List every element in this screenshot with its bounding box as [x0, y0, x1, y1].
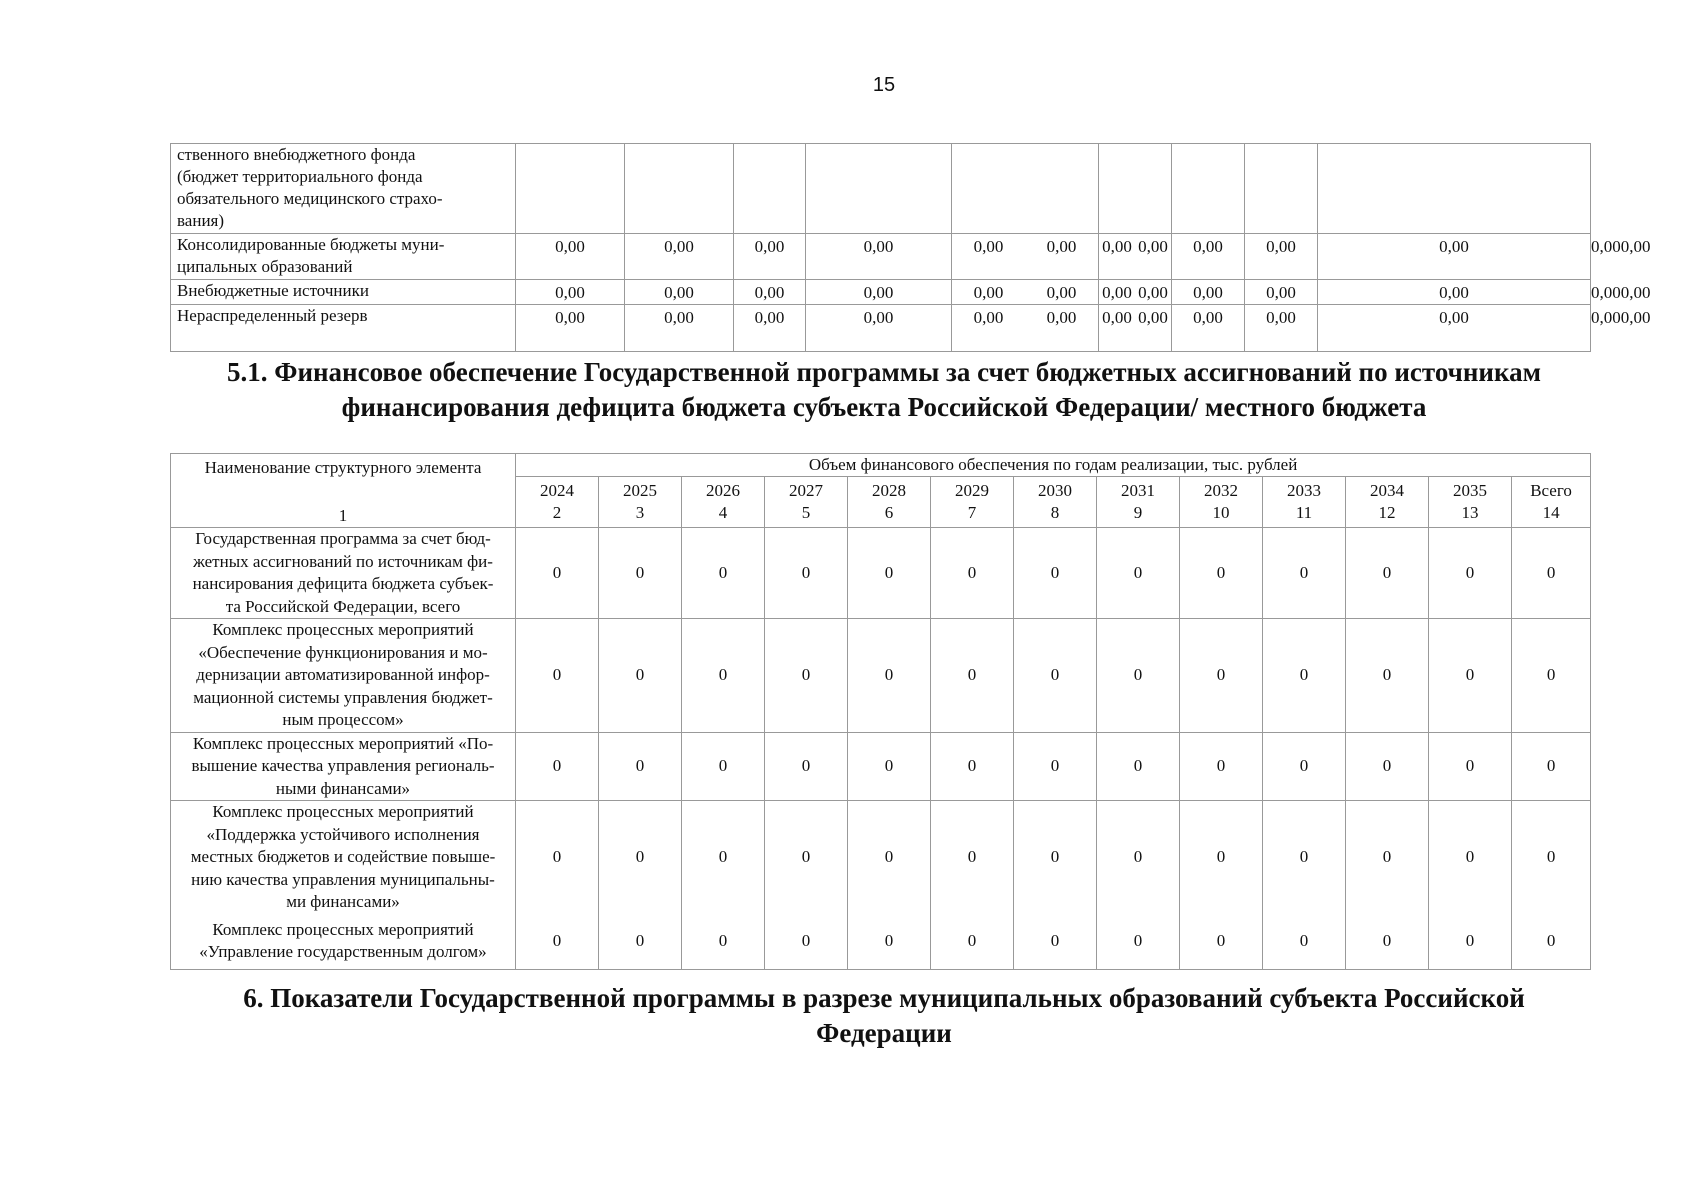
table2-value-cell: 0	[1512, 914, 1591, 970]
table1-row-name-line: ципальных образований	[177, 257, 353, 276]
table2-value-cell: 0	[848, 619, 931, 733]
table1-value-cell	[734, 305, 806, 352]
table1-value-cell	[734, 280, 806, 305]
table1-value: 0,00	[973, 283, 1004, 302]
table2-header-year-num: 11	[1295, 503, 1313, 522]
table1-value-cell	[952, 234, 1099, 280]
table1-value-cell	[1245, 234, 1318, 280]
table2-header-year-label: 2033	[1287, 481, 1321, 500]
table2-value-cell: 0	[599, 528, 682, 619]
table2-header-year	[516, 477, 599, 528]
table2-value-cell: 0	[1346, 619, 1429, 733]
table2-value-cell: 0	[1097, 801, 1180, 914]
table2-value-cell: 0	[1429, 732, 1512, 801]
table1-value-cell	[1318, 280, 1591, 305]
table1-value: 0,00	[555, 237, 585, 256]
table2-value-cell: 0	[1346, 528, 1429, 619]
table1-row	[171, 144, 1591, 234]
table2-value-cell: 0	[1097, 732, 1180, 801]
table2-row-name-line: вышение качества управления региональ-	[191, 756, 495, 775]
table1-row-name-line: ственного внебюджетного фонда	[177, 145, 416, 164]
table1-value-cell	[952, 305, 1099, 352]
table2-value-cell: 0	[682, 619, 765, 733]
table2-header-year	[1346, 477, 1429, 528]
table1-value-cell	[1318, 144, 1591, 234]
table2-value-cell: 0	[1429, 914, 1512, 970]
table1-row-name	[171, 305, 516, 352]
table2-value-cell: 0	[1097, 619, 1180, 733]
table2-row-name-line: Комплекс процессных мероприятий	[212, 802, 474, 821]
table1-value: 0,00	[1193, 237, 1223, 256]
table1-value-cell	[1172, 280, 1245, 305]
table2-row-name-line: Комплекс процессных мероприятий	[212, 620, 474, 639]
table2-value-cell: 0	[1263, 914, 1346, 970]
section-5-1-title-line2: финансирования дефицита бюджета субъекта Российской Федерации/ местного бюджета	[341, 392, 1427, 422]
table1-value: 0,00	[973, 308, 1004, 327]
table1-value-cell	[952, 280, 1099, 305]
table1-value: 0,00	[1620, 283, 1651, 302]
table2-header-year-num: 5	[801, 503, 811, 522]
table2-value-cell: 0	[1180, 528, 1263, 619]
table1-value-cell	[1099, 144, 1172, 234]
table2-row-name-line: жетных ассигнований по источникам фи-	[193, 551, 493, 571]
table1-value: 0,00	[1193, 283, 1223, 302]
table1-value: 0,00	[1138, 283, 1168, 302]
table1-value: 0,00	[1193, 308, 1223, 327]
table2-value-cell: 0	[931, 732, 1014, 801]
table2-header-group: Объем финансового обеспечения по годам реализации, тыс. рублей	[516, 454, 1591, 477]
table2-value-cell: 0	[1014, 801, 1097, 914]
table2-value-cell: 0	[1263, 801, 1346, 914]
table2-row-name	[171, 528, 516, 619]
table2-header-year	[599, 477, 682, 528]
table2-value-cell: 0	[848, 528, 931, 619]
table1-value-cell	[1318, 305, 1591, 352]
table2-header-year-label: 2032	[1204, 481, 1238, 500]
table2-row-name	[171, 914, 516, 970]
table2-header-year-label: 2024	[540, 481, 574, 500]
deficit-financing-table	[170, 453, 1591, 970]
table2-header-year-label: 2031	[1121, 481, 1155, 500]
table1-value-cell	[806, 144, 952, 234]
table2-header-year-num: 14	[1542, 503, 1560, 522]
table2-header-year	[1097, 477, 1180, 528]
table2-value-cell: 0	[599, 619, 682, 733]
table1-value: 0,00	[555, 308, 585, 327]
table2-row-name-line: мационной системы управления бюджет-	[193, 687, 493, 707]
table1-value: 0,00	[754, 237, 785, 256]
table1-value-cell	[734, 234, 806, 280]
table1-value: 0,00	[1266, 283, 1296, 302]
table2-value-cell: 0	[1512, 801, 1591, 914]
table2-row-name-line: нию качества управления муниципальны-	[191, 869, 495, 889]
table2-value-cell: 0	[765, 801, 848, 914]
table2-value-cell: 0	[682, 914, 765, 970]
table2-row-name-line: «Управление государственным долгом»	[199, 942, 487, 962]
table2-value-cell: 0	[682, 801, 765, 914]
table2-header-year-label: 2026	[706, 481, 740, 500]
table1-value-cell	[516, 234, 625, 280]
table2-header-year-label: 2027	[789, 481, 823, 500]
table2-value-cell: 0	[1097, 914, 1180, 970]
table1-value: 0,00	[1138, 237, 1168, 256]
table2-row-name	[171, 732, 516, 801]
table1-value-cell	[516, 305, 625, 352]
table2-row-name-line: ными финансами»	[275, 778, 411, 798]
table1-row-name-line: Нераспределенный резерв	[177, 306, 368, 325]
table2-row-name-line: «Обеспечение функционирования и мо-	[198, 642, 488, 662]
table2-row	[171, 528, 1591, 619]
table2-header-year-num: 8	[1050, 503, 1060, 522]
table2-value-cell: 0	[1180, 619, 1263, 733]
table2-row-name-line: местных бюджетов и содействие повыше-	[190, 847, 496, 866]
table2-row	[171, 914, 1591, 970]
section-6-title-line2: Федерации	[816, 1018, 952, 1048]
table1-value: 0,00	[973, 237, 1004, 256]
table1-row-name-line: вания)	[177, 211, 225, 230]
table1-value-cell	[952, 144, 1099, 234]
table2-value-cell: 0	[1180, 914, 1263, 970]
table2-row	[171, 732, 1591, 801]
table2-value-cell: 0	[1346, 914, 1429, 970]
table1-row	[171, 305, 1591, 352]
table2-value-cell: 0	[1180, 732, 1263, 801]
table2-header-year-num: 13	[1461, 503, 1479, 522]
table2-value-cell: 0	[1097, 528, 1180, 619]
table1-row-name-line: обязательного медицинского страхо-	[177, 189, 443, 208]
table1-value-cell	[625, 305, 734, 352]
table2-value-cell: 0	[1346, 732, 1429, 801]
table2-row-name	[171, 619, 516, 733]
section-5-1-heading	[0, 355, 1698, 425]
table2-header-year	[1429, 477, 1512, 528]
table1-value: 0,00	[863, 237, 894, 256]
table1-value: 0,00	[1591, 283, 1621, 302]
table2-header-year	[1014, 477, 1097, 528]
table1-value: 0,00	[754, 308, 785, 327]
table1-value: 0,00	[1046, 308, 1077, 327]
table1-value: 0,00	[863, 308, 894, 327]
table1-value: 0,00	[1102, 283, 1132, 302]
table2-header-year	[1512, 477, 1591, 528]
table1-value: 0,00	[1102, 237, 1132, 256]
table2-value-cell: 0	[848, 914, 931, 970]
table2-value-cell: 0	[1429, 619, 1512, 733]
table2-row-name-line: та Российской Федерации, всего	[225, 596, 461, 616]
table2-header-name-num: 1	[338, 505, 348, 525]
table2-row-name-line: нансирования дефицита бюджета субъек-	[192, 574, 494, 593]
table2-value-cell: 0	[1180, 801, 1263, 914]
table2-header-name-label: Наименование структурного элемента	[204, 458, 482, 477]
table1-value: 0,00	[863, 283, 894, 302]
table2-row-name-line: Государственная программа за счет бюд-	[195, 529, 491, 548]
table1-row-name	[171, 280, 516, 305]
table1-value-cell	[1099, 280, 1172, 305]
table2-header-year	[1263, 477, 1346, 528]
table1-value-cell	[625, 280, 734, 305]
table1-value: 0,00	[664, 308, 694, 327]
table2-header-year-label: 2035	[1453, 481, 1487, 500]
table1-value-cell	[1172, 144, 1245, 234]
table2-value-cell: 0	[765, 619, 848, 733]
table2-header-year-label: 2029	[955, 481, 989, 500]
table2-value-cell: 0	[1263, 528, 1346, 619]
table2-value-cell: 0	[1429, 801, 1512, 914]
table2-header-year-label: 2034	[1370, 481, 1404, 500]
table2-value-cell: 0	[765, 732, 848, 801]
table2-header-year-label: 2030	[1038, 481, 1072, 500]
table2-value-cell: 0	[599, 801, 682, 914]
table1-value-cell	[1099, 234, 1172, 280]
table2-value-cell: 0	[1014, 619, 1097, 733]
table1-row	[171, 280, 1591, 305]
table1-value: 0,00	[1620, 237, 1651, 256]
table2-value-cell: 0	[1263, 619, 1346, 733]
table2-row-name-line: дернизации автоматизированной инфор-	[196, 665, 490, 684]
table2-value-cell: 0	[599, 914, 682, 970]
section-5-1-title-line1: 5.1. Финансовое обеспечение Государственной программы за счет бюджетных ассигнований по источникам	[227, 357, 1541, 387]
table2-value-cell: 0	[765, 528, 848, 619]
table1-value: 0,00	[664, 237, 694, 256]
page-number: 15	[872, 74, 896, 96]
table2-header-year	[931, 477, 1014, 528]
table2-row	[171, 619, 1591, 733]
table2-value-cell: 0	[1512, 528, 1591, 619]
table1-row-name-line: Внебюджетные источники	[177, 281, 369, 300]
table2-header-year-label: 2028	[872, 481, 906, 500]
table2-value-cell: 0	[765, 914, 848, 970]
table2-header-year-label: 2025	[623, 481, 657, 500]
financing-sources-table-continuation	[170, 143, 1651, 352]
table2-value-cell: 0	[931, 528, 1014, 619]
table1-value-cell	[1245, 144, 1318, 234]
table1-value-cell	[1245, 280, 1318, 305]
table1-value: 0,00	[555, 283, 585, 302]
table2-header-year-num: 7	[967, 503, 977, 522]
table2-value-cell: 0	[516, 801, 599, 914]
table2-header-year	[765, 477, 848, 528]
table1-value-cell	[625, 144, 734, 234]
table2-value-cell: 0	[1429, 528, 1512, 619]
table1-row-name	[171, 234, 516, 280]
table2-value-cell: 0	[1014, 914, 1097, 970]
table2-header-year	[1180, 477, 1263, 528]
table1-value: 0,00	[1439, 308, 1469, 327]
table1-value-cell	[625, 234, 734, 280]
table1-value-cell	[1172, 305, 1245, 352]
table1-value: 0,00	[1591, 237, 1621, 256]
table2-row-name-line: ми финансами»	[286, 892, 400, 911]
table2-value-cell: 0	[1014, 732, 1097, 801]
table2-header-year-num: 9	[1133, 503, 1143, 522]
table1-value: 0,00	[1439, 237, 1469, 256]
table2-value-cell: 0	[516, 619, 599, 733]
table2-value-cell: 0	[931, 914, 1014, 970]
table1-value: 0,00	[1266, 308, 1296, 327]
table2-header-name-col	[171, 454, 516, 528]
table2-value-cell: 0	[848, 732, 931, 801]
table2-header-year-num: 2	[552, 503, 562, 522]
table1-value-cell	[1245, 305, 1318, 352]
table2-value-cell: 0	[682, 528, 765, 619]
table2-row-name-line: «Поддержка устойчивого исполнения	[206, 824, 480, 844]
table2-header-year-num: 12	[1378, 503, 1396, 522]
table2-value-cell: 0	[516, 914, 599, 970]
table2-header-year-num: 4	[718, 503, 728, 522]
table1-row-name	[171, 144, 516, 234]
table2-header-row	[171, 454, 1591, 477]
section-6-heading	[0, 981, 1698, 1051]
table1-value: 0,00	[1620, 308, 1651, 327]
table1-value-cell	[1318, 234, 1591, 280]
table2-value-cell: 0	[931, 801, 1014, 914]
table2-value-cell: 0	[1512, 732, 1591, 801]
table2-header-year-num: 3	[635, 503, 645, 522]
table2-value-cell: 0	[1512, 619, 1591, 733]
table1-value: 0,00	[1102, 308, 1132, 327]
table2-value-cell: 0	[1014, 528, 1097, 619]
table2-row-name-line: ным процессом»	[282, 710, 404, 729]
table2-row-name-line: Комплекс процессных мероприятий	[212, 919, 474, 939]
table1-value-cell	[806, 305, 952, 352]
table1-value: 0,00	[1591, 308, 1621, 327]
table2-row	[171, 801, 1591, 914]
table1-value: 0,00	[664, 283, 694, 302]
table1-value-cell	[1099, 305, 1172, 352]
table2-header-year-label: Всего	[1530, 481, 1572, 500]
table1-value: 0,00	[1439, 283, 1469, 302]
table1-value-cell	[1172, 234, 1245, 280]
section-6-title-line1: 6. Показатели Государственной программы в разрезе муниципальных образований субъекта Российской	[243, 983, 1525, 1013]
table2-header-year-num: 6	[884, 503, 894, 522]
table1-value-cell	[734, 144, 806, 234]
table2-value-cell: 0	[516, 528, 599, 619]
table1-value-cell	[516, 280, 625, 305]
table2-value-cell: 0	[1346, 801, 1429, 914]
table2-value-cell: 0	[848, 801, 931, 914]
table2-value-cell: 0	[931, 619, 1014, 733]
table2-header-year	[848, 477, 931, 528]
table1-value-cell	[806, 280, 952, 305]
table1-value: 0,00	[1138, 308, 1168, 327]
table2-value-cell: 0	[1263, 732, 1346, 801]
table1-value: 0,00	[1046, 283, 1077, 302]
table2-value-cell: 0	[682, 732, 765, 801]
table1-value: 0,00	[1046, 237, 1077, 256]
table2-row-name-line: Комплекс процессных мероприятий «По-	[192, 733, 494, 753]
table1-row-name-line: (бюджет территориального фонда	[177, 167, 423, 186]
table2-row-name	[171, 801, 516, 914]
table2-value-cell: 0	[599, 732, 682, 801]
table2-header-year-num: 10	[1212, 503, 1230, 522]
table1-value-cell	[806, 234, 952, 280]
table1-row	[171, 234, 1591, 280]
table1-row-name-line: Консолидированные бюджеты муни-	[177, 235, 445, 254]
table1-value: 0,00	[1266, 237, 1296, 256]
table1-value: 0,00	[754, 283, 785, 302]
table2-header-year	[682, 477, 765, 528]
table2-value-cell: 0	[516, 732, 599, 801]
table1-value-cell	[516, 144, 625, 234]
